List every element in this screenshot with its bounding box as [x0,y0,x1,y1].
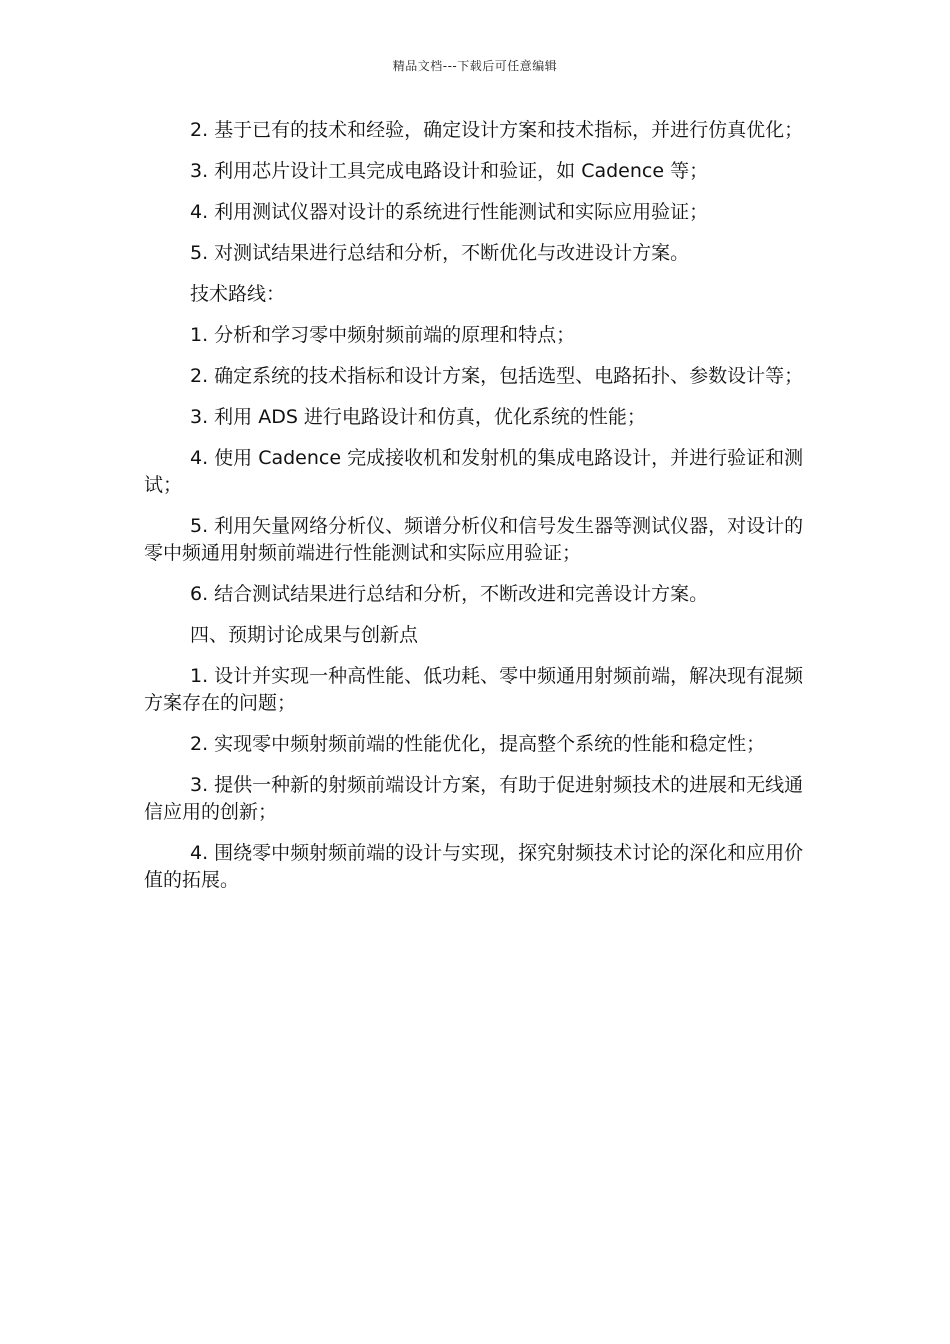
page-header: 精品文档---下载后可任意编辑 [392,59,558,73]
paragraph-test-instruments: 4. 利用测试仪器对设计的系统进行性能测试和实际应用验证； [190,201,709,223]
paragraph-route-2: 2. 确定系统的技术指标和设计方案，包括选型、电路拓扑、参数设计等； [190,365,804,387]
paragraph-result-1: 1. 设计并实现一种高性能、低功耗、零中频通用射频前端，解决现有混频方案存在的问题； [144,665,804,714]
document-body [144,117,806,908]
paragraph-result-3: 3. 提供一种新的射频前端设计方案，有助于促进射频技术的进展和无线通信应用的创新； [144,774,804,823]
paragraph-result-2: 2. 实现零中频射频前端的性能优化，提高整个系统的性能和稳定性； [190,733,766,755]
paragraph-route-5: 5. 利用矢量网络分析仪、频谱分析仪和信号发生器等测试仪器，对设计的零中频通用射频前端进行性能测试和实际应用验证； [144,515,804,564]
paragraph-route-1: 1. 分析和学习零中频射频前端的原理和特点； [190,324,576,346]
section-heading-tech-route: 技术路线： [190,283,286,305]
section-heading-expected-results: 四、预期讨论成果与创新点 [190,624,419,646]
paragraph-summary-analysis: 5. 对测试结果进行总结和分析，不断优化与改进设计方案。 [190,242,690,264]
paragraph-route-3: 3. 利用 ADS 进行电路设计和仿真，优化系统的性能； [190,406,646,428]
paragraph-design-scheme: 2. 基于已有的技术和经验，确定设计方案和技术指标，并进行仿真优化； [190,119,804,141]
paragraph-chip-tools: 3. 利用芯片设计工具完成电路设计和验证，如 Cadence 等； [190,160,709,182]
paragraph-route-4: 4. 使用 Cadence 完成接收机和发射机的集成电路设计，并进行验证和测试； [144,447,804,496]
paragraph-route-6: 6. 结合测试结果进行总结和分析，不断改进和完善设计方案。 [190,583,709,605]
paragraph-result-4: 4. 围绕零中频射频前端的设计与实现，探究射频技术讨论的深化和应用价值的拓展。 [144,842,804,891]
